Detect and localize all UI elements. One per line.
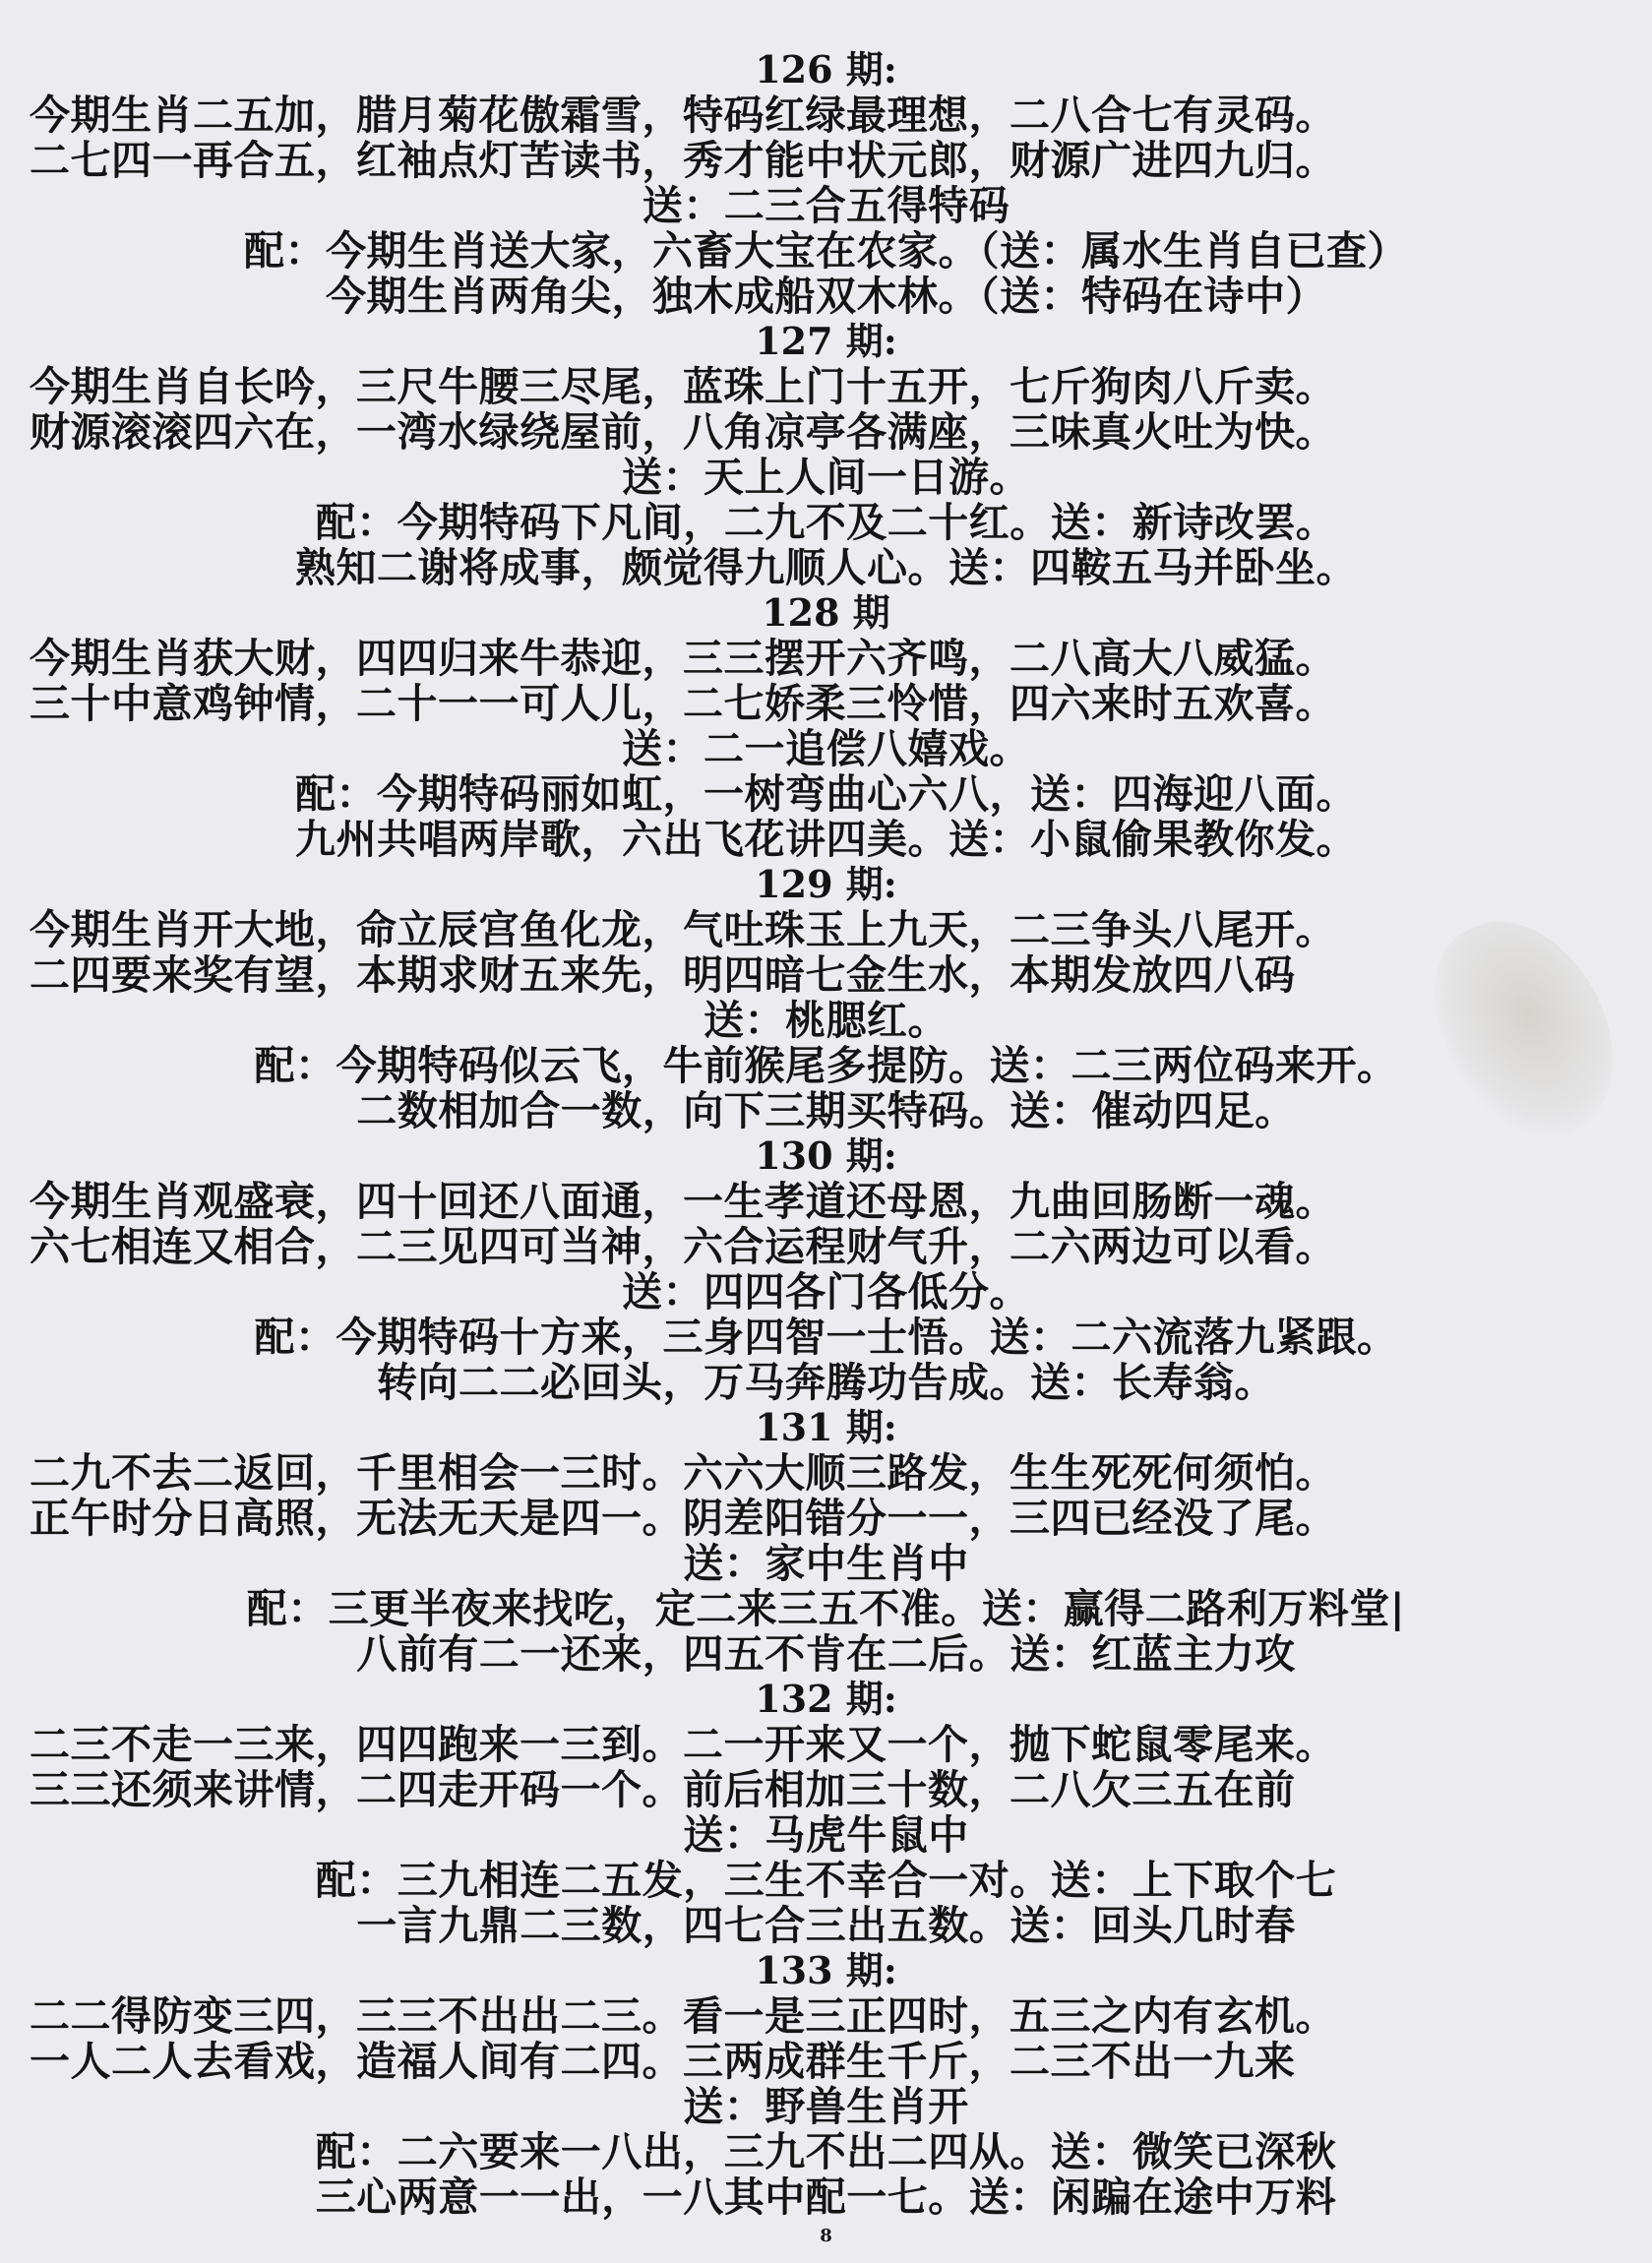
- verse-line: 六七相连又相合，二三见四可当神，六合运程财气升，二六两边可以看。: [30, 1224, 1336, 1269]
- section-128: [30, 590, 1622, 862]
- pair-line: 配：三更半夜来找吃，定二来三五不准。送：赢得二路利万料堂|: [246, 1586, 1406, 1631]
- gift-line: 送：天上人间一日游。: [622, 455, 1030, 500]
- section-heading: 130 期:: [755, 1133, 897, 1178]
- pair-line: 配：二六要来一八出，三九不出二四从。送：微笑已深秋: [315, 2129, 1337, 2174]
- pair-line: 一言九鼎二三数，四七合三出五数。送：回头几时春: [356, 1903, 1296, 1948]
- section-133: [30, 1948, 1622, 2220]
- section-heading: 127 期:: [755, 319, 897, 363]
- gift-line: 送：二一追偿八嬉戏。: [622, 726, 1030, 771]
- verse-line: 二九不去二返回，千里相会一三时。六六大顺三路发，生生死死何须怕。: [30, 1450, 1336, 1496]
- pair-line: 配：今期特码似云飞，牛前猴尾多提防。送：二三两位码来开。: [254, 1043, 1398, 1088]
- verse-line: 今期生肖获大财，四四归来牛恭迎，三三摆开六齐鸣，二八高大八威猛。: [30, 636, 1336, 681]
- verse-line: 今期生肖开大地，命立辰宫鱼化龙，气吐珠玉上九天，二三争头八尾开。: [30, 907, 1336, 952]
- pair-line: 八前有二一还来，四五不肯在二后。送：红蓝主力攻: [356, 1631, 1296, 1677]
- section-heading: 132 期:: [755, 1677, 897, 1721]
- verse-line: 一人二人去看戏，造福人间有二四。三两成群生千斤，二三不出一九来: [30, 2039, 1296, 2084]
- pair-line: 熟知二谢将成事，颇觉得九顺人心。送：四鞍五马并卧坐。: [295, 545, 1357, 590]
- section-heading: 126 期:: [755, 47, 897, 92]
- verse-line: 今期生肖自长吟，三尺牛腰三尽尾，蓝珠上门十五开，七斤狗肉八斤卖。: [30, 364, 1336, 409]
- section-heading: 131 期:: [755, 1405, 897, 1449]
- pair-line: 转向二二必回头，万马奔腾功告成。送：长寿翁。: [377, 1360, 1275, 1405]
- verse-line: 财源滚滚四六在，一湾水绿绕屋前，八角凉亭各满座，三味真火吐为快。: [30, 409, 1336, 455]
- verse-line: 三十中意鸡钟情，二十一一可人儿，二七娇柔三怜惜，四六来时五欢喜。: [30, 681, 1336, 726]
- pair-line: 配：今期特码十方来，三身四智一士悟。送：二六流落九紧跟。: [254, 1315, 1398, 1360]
- section-131: [30, 1405, 1622, 1677]
- section-129: [30, 862, 1622, 1133]
- verse-line: 今期生肖观盛衰，四十回还八面通，一生孝道还母恩，九曲回肠断一魂。: [30, 1179, 1336, 1224]
- pair-line: 九州共唱两岸歌，六出飞花讲四美。送：小鼠偷果教你发。: [295, 817, 1357, 862]
- gift-line: 送：野兽生肖开: [683, 2084, 969, 2129]
- gift-line: 送：桃腮红。: [704, 998, 948, 1043]
- gift-line: 送：马虎牛鼠中: [683, 1812, 969, 1858]
- gift-line: 送：二三合五得特码: [642, 183, 1010, 228]
- pair-line: 配：今期生肖送大家，六畜大宝在农家。（送：属水生肖自已查）: [244, 228, 1408, 274]
- verse-line: 二三不走一三来，四四跑来一三到。二一开来又一个，抛下蛇鼠零尾来。: [30, 1722, 1336, 1767]
- verse-line: 二四要来奖有望，本期求财五来先，明四暗七金生水，本期发放四八码: [30, 952, 1296, 998]
- section-130: [30, 1133, 1622, 1405]
- pair-line: 配：今期特码下凡间，二九不及二十红。送：新诗改罢。: [315, 500, 1337, 545]
- gift-line: 送：家中生肖中: [683, 1541, 969, 1586]
- section-127: [30, 319, 1622, 590]
- pair-line: 配：三九相连二五发，三生不幸合一对。送：上下取个七: [315, 1858, 1337, 1903]
- page-number: 8: [820, 2226, 832, 2246]
- pair-line: 今期生肖两角尖，独木成船双木林。（送：特码在诗中）: [326, 274, 1326, 319]
- pair-line: 二数相加合一数，向下三期买特码。送：催动四足。: [356, 1088, 1296, 1133]
- verse-line: 二七四一再合五，红袖点灯苦读书，秀才能中状元郎，财源广进四九归。: [30, 138, 1336, 183]
- document-body: [30, 47, 1622, 2220]
- section-heading: 129 期:: [755, 862, 897, 906]
- section-heading: 128 期: [762, 590, 890, 635]
- gift-line: 送：四四各门各低分。: [622, 1269, 1030, 1315]
- section-132: [30, 1677, 1622, 1948]
- section-heading: 133 期:: [755, 1948, 897, 1992]
- section-126: [30, 47, 1622, 319]
- pair-line: 配：今期特码丽如虹，一树弯曲心六八，送：四海迎八面。: [295, 771, 1357, 817]
- pair-line: 三心两意一一出，一八其中配一七。送：闲蹁在途中万料: [315, 2174, 1337, 2220]
- verse-line: 今期生肖二五加，腊月菊花傲霜雪，特码红绿最理想，二八合七有灵码。: [30, 92, 1336, 138]
- verse-line: 二二得防变三四，三三不出出二三。看一是三正四时，五三之内有玄机。: [30, 1993, 1336, 2039]
- verse-line: 三三还须来讲情，二四走开码一个。前后相加三十数，二八欠三五在前: [30, 1767, 1296, 1812]
- verse-line: 正午时分日高照，无法无天是四一。阴差阳错分一一，三四已经没了尾。: [30, 1496, 1336, 1541]
